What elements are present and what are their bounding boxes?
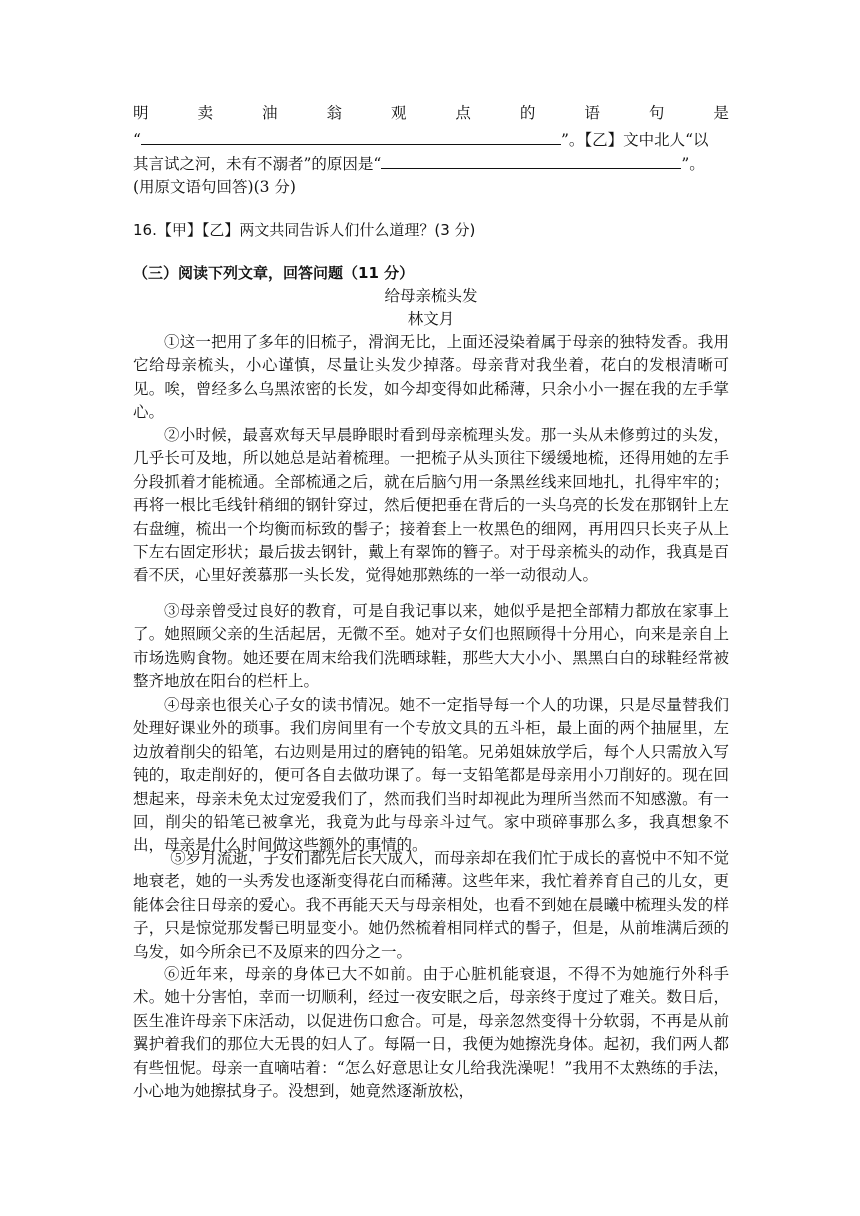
article-paragraph-5: ⑤岁月流逝，子女们都先后长大成人，而母亲却在我们忙于成长的喜悦中不知不觉地衰老，她的一头秀发也逐渐变得花白而稀薄。这些年来，我忙着养育自己的儿女，更能体会往日母亲的爱心。我不再能天天与母亲相处，也看不到她在晨曦中梳理头发的样子，只是惊觉那发髻已明显变小。她仍然梳着相同样式的髻子，但是，从前堆满后颈的乌发，如今所余已不及原来的四分之一。 <box>133 849 729 961</box>
open-quote: “ <box>133 131 141 149</box>
q15-line-1-char: 的 <box>519 104 536 122</box>
q15-line-1-char: 油 <box>261 104 278 122</box>
q15-line-4: (用原文语句回答)(3 分) <box>133 178 296 196</box>
q15-line-2-tail: ”。【乙】文中北人“以 <box>560 131 709 149</box>
q15-line-1-char: 句 <box>648 104 665 122</box>
q15-line-1-char: 是 <box>713 104 729 122</box>
q15-line-1-char: 点 <box>455 104 471 122</box>
q15-line-3-text: 其言试之河，未有不溺者”的原因是“ <box>133 155 382 173</box>
q15-line-1-char: 明 <box>133 104 149 122</box>
article-paragraph-6: ⑥近年来，母亲的身体已大不如前。由于心脏机能衰退，不得不为她施行外科手术。她十分害怕，幸而一切顺利，经过一夜安眠之后，母亲终于度过了难关。数日后，医生准许母亲下床活动，以促进伤口愈合。可是，母亲忽然变得十分软弱，不再是从前翼护着我们的那位大无畏的妇人了。每隔一日，我便为她擦洗身体。起初，我们两人都有些忸怩。母亲一直嘀咕着：“怎么好意思让女儿给我洗澡呢！”我用不太熟练的手法，小心地为她擦拭身子。没想到，她竟然逐渐放松， <box>133 965 729 1101</box>
article-paragraph-1: ①这一把用了多年的旧梳子，滑润无比，上面还浸染着属于母亲的独特发香。我用它给母亲梳头，小心谨慎，尽量让头发少掉落。母亲背对我坐着，花白的发根清晰可见。唉，曾经多么乌黑浓密的长发，如今却变得如此稀薄，只余小小一握在我的左手掌心。 <box>133 333 729 422</box>
article-author: 林文月 <box>407 310 455 328</box>
q15-line-3 <box>133 152 729 175</box>
q15-line-1-char: 卖 <box>197 104 213 122</box>
q15-line-2 <box>133 128 729 151</box>
q15-line-3-tail: ”。 <box>681 155 705 173</box>
answer-blank-1[interactable] <box>141 128 561 145</box>
article-title: 给母亲梳头发 <box>384 287 478 305</box>
article-paragraph-3: ③母亲曾受过良好的教育，可是自我记事以来，她似乎是把全部精力都放在家事上了。她照顾父亲的生活起居，无微不至。她对子女们也照顾得十分用心，向来是亲自上市场选购食物。她还要在周末给我们洗晒球鞋，那些大大小小、黑黑白白的球鞋经常被整齐地放在阳台的栏杆上。 <box>133 602 729 691</box>
article-paragraph-4: ④母亲也很关心子女的读书情况。她不一定指导每一个人的功课，只是尽量替我们处理好课业外的琐事。我们房间里有一个专放文具的五斗柜，最上面的两个抽屉里，左边放着削尖的铅笔，右边则是用过的磨钝的铅笔。兄弟姐妹放学后，每个人只需放入写钝的，取走削好的，便可各自去做功课了。每一支铅笔都是母亲用小刀削好的。现在回想起来，母亲未免太过宠爱我们了，然而我们当时却视此为理所当然而不知感激。有一回，削尖的铅笔已被拿光，我竟为此与母亲斗过气。家中琐碎事那么多，我真想象不出，母亲是什么时间做这些额外的事情的。 <box>133 696 729 855</box>
article-paragraph-2: ②小时候，最喜欢每天早晨睁眼时看到母亲梳理头发。那一头从未修剪过的头发，几乎长可及地，所以她总是站着梳理。一把梳子从头顶往下缓缓地梳，还得用她的左手分段抓着才能梳通。全部梳通之后，就在后脑勺用一条黑丝线来回地扎，扎得牢牢的；再将一根比毛线针稍细的钢针穿过，然后便把垂在背后的一头乌亮的长发在那钢针上左右盘缠，梳出一个均衡而标致的髻子；接着套上一枚黑色的细网，再用四只长夹子从上下左右固定形状；最后拔去钢针，戴上有翠饰的簪子。对于母亲梳头的动作，我真是百看不厌，心里好羡慕那一头长发，觉得她那熟练的一举一动很动人。 <box>133 426 729 585</box>
answer-blank-2[interactable] <box>381 152 681 169</box>
q15-line-1-char: 翁 <box>326 104 342 122</box>
q15-line-1 <box>133 102 729 124</box>
q15-line-1-char: 观 <box>390 104 407 122</box>
section-heading: （三）阅读下列文章，回答问题（11 分） <box>133 264 415 282</box>
q15-line-1-char: 语 <box>584 104 600 122</box>
question-16: 16.【甲】【乙】两文共同告诉人们什么道理？(3 分) <box>133 221 476 239</box>
